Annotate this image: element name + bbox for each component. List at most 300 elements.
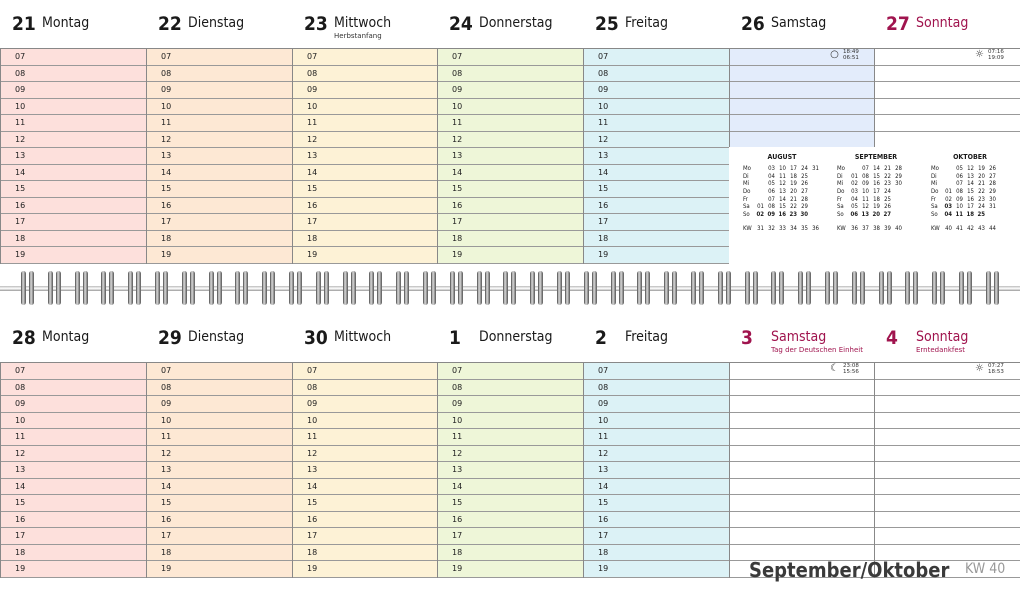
day-cell: 19 — [978, 165, 985, 172]
ring-loop — [297, 271, 302, 305]
hour-slot[interactable]: 11 — [1, 115, 146, 132]
weekday-label: Fr — [931, 195, 936, 203]
hour-slot[interactable]: 07 — [438, 49, 583, 66]
hour-slot[interactable]: 07 — [584, 49, 729, 66]
spiral-ring — [985, 271, 1001, 305]
hour-slot[interactable]: 08 — [438, 66, 583, 83]
day-cell: 21 — [790, 195, 797, 203]
hour-slot[interactable]: 11 — [147, 429, 292, 446]
day-cell: 24 — [978, 203, 985, 211]
weekend-lines-samstag — [729, 48, 875, 148]
day-cell: 30 — [895, 180, 902, 188]
spiral-ring — [20, 271, 36, 305]
day-cell: 09 — [767, 211, 775, 219]
hour-slot[interactable]: 10 — [438, 413, 583, 430]
hour-slot[interactable]: 10 — [1, 413, 146, 430]
mini-week-row — [729, 203, 825, 211]
day-cell: 24 — [801, 165, 808, 172]
hour-slot[interactable]: 17 — [438, 528, 583, 545]
ring-loop — [396, 271, 401, 305]
hour-slot[interactable]: 08 — [1, 380, 146, 397]
mini-week-row — [729, 188, 825, 196]
mini-calendar-september — [823, 153, 919, 233]
day-header-samstag[interactable] — [729, 0, 875, 48]
day-name: Freitag — [625, 329, 668, 345]
hour-slot[interactable]: 12 — [584, 446, 729, 463]
mini-week-row — [917, 203, 1013, 211]
hour-slot[interactable]: 11 — [293, 429, 438, 446]
write-line[interactable] — [730, 528, 875, 545]
sun-moon-times — [975, 49, 1004, 61]
hour-slot[interactable]: 07 — [293, 49, 438, 66]
spiral-ring — [851, 271, 867, 305]
hour-slot[interactable]: 12 — [438, 132, 583, 149]
hour-slot[interactable]: 13 — [293, 148, 438, 165]
hour-slot[interactable]: 19 — [584, 561, 729, 578]
write-line[interactable] — [875, 132, 1020, 149]
hour-slot[interactable]: 10 — [147, 413, 292, 430]
write-line[interactable] — [730, 66, 875, 83]
day-header-dienstag[interactable] — [146, 0, 292, 48]
time-b: 15:56 — [843, 369, 859, 375]
write-line[interactable] — [875, 512, 1020, 529]
hour-slot[interactable]: 19 — [1, 247, 146, 264]
write-line[interactable] — [730, 132, 875, 149]
hour-slot[interactable]: 10 — [293, 413, 438, 430]
hour-slot[interactable]: 11 — [584, 115, 729, 132]
hour-slot[interactable]: 19 — [293, 561, 438, 578]
hour-slot[interactable]: 19 — [293, 247, 438, 264]
hour-slot[interactable]: 18 — [147, 545, 292, 562]
hour-slot[interactable]: 09 — [293, 82, 438, 99]
hour-slot[interactable]: 18 — [293, 545, 438, 562]
write-line[interactable] — [730, 99, 875, 116]
mini-week-row — [823, 203, 919, 211]
hour-slot[interactable]: 17 — [293, 528, 438, 545]
day-name: Samstag — [771, 15, 827, 31]
hour-slot[interactable]: 19 — [438, 561, 583, 578]
hour-slot[interactable]: 12 — [1, 132, 146, 149]
hour-slot[interactable]: 09 — [293, 396, 438, 413]
day-cell: 29 — [989, 188, 996, 196]
hour-slot[interactable]: 16 — [438, 512, 583, 529]
hour-slot[interactable]: 18 — [293, 231, 438, 248]
spiral-ring — [74, 271, 90, 305]
spiral-ring — [824, 271, 840, 305]
day-cell: 26 — [989, 165, 996, 172]
hour-slot[interactable]: 11 — [438, 115, 583, 132]
hour-slot[interactable]: 15 — [1, 181, 146, 198]
ring-loop — [324, 271, 329, 305]
hour-slot[interactable]: 11 — [1, 429, 146, 446]
hour-slot[interactable]: 12 — [147, 446, 292, 463]
write-line[interactable] — [875, 380, 1020, 397]
spiral-ring — [261, 271, 277, 305]
day-cell: 13 — [967, 172, 974, 180]
ring-loop — [377, 271, 382, 305]
weekday-label: Sa — [931, 203, 938, 211]
hour-slot[interactable]: 09 — [147, 396, 292, 413]
day-number: 26 — [741, 13, 765, 35]
write-line[interactable] — [875, 462, 1020, 479]
ring-loop — [611, 271, 616, 305]
hour-slot[interactable]: 16 — [293, 512, 438, 529]
hour-slot[interactable]: 11 — [293, 115, 438, 132]
spiral-ring — [395, 271, 411, 305]
day-header-sonntag[interactable] — [874, 0, 1020, 48]
day-cell: 04 — [944, 211, 952, 219]
day-cell: 25 — [884, 195, 891, 203]
hour-column-mittwoch — [292, 362, 438, 578]
hour-slot[interactable]: 13 — [438, 462, 583, 479]
mini-calendars — [729, 147, 1020, 262]
hour-slot[interactable]: 07 — [1, 363, 146, 380]
hour-slot[interactable]: 17 — [584, 528, 729, 545]
write-line[interactable] — [730, 115, 875, 132]
hour-slot[interactable]: 16 — [584, 512, 729, 529]
day-cell: 23 — [789, 211, 797, 219]
write-line[interactable] — [730, 396, 875, 413]
hour-slot[interactable]: 08 — [438, 380, 583, 397]
hour-slot[interactable]: 17 — [1, 528, 146, 545]
hour-slot[interactable]: 13 — [584, 148, 729, 165]
day-cell: 02 — [945, 195, 952, 203]
hour-slot[interactable]: 16 — [1, 198, 146, 215]
write-line[interactable] — [875, 115, 1020, 132]
hour-slot[interactable]: 12 — [584, 132, 729, 149]
day-number: 28 — [12, 327, 36, 349]
hour-slot[interactable]: 17 — [147, 528, 292, 545]
mini-week-row — [917, 188, 1013, 196]
write-line[interactable] — [875, 429, 1020, 446]
hour-slot[interactable]: 10 — [584, 99, 729, 116]
day-name: Freitag — [625, 15, 668, 31]
weekend-lines-sonntag — [874, 48, 1020, 148]
hour-slot[interactable]: 16 — [438, 198, 583, 215]
day-cell — [753, 180, 764, 188]
day-name: Montag — [42, 329, 90, 345]
hour-slot[interactable]: 13 — [584, 462, 729, 479]
kw-label: KW — [743, 224, 752, 232]
weekday-label: So — [837, 211, 844, 219]
write-line[interactable] — [875, 413, 1020, 430]
day-header-sonntag[interactable] — [874, 314, 1020, 362]
spiral-ring — [931, 271, 947, 305]
weekend-lines-sonntag — [874, 362, 1020, 578]
write-line[interactable] — [875, 528, 1020, 545]
day-header-montag[interactable] — [0, 314, 146, 362]
hour-slot[interactable]: 10 — [147, 99, 292, 116]
hour-slot[interactable]: 19 — [438, 247, 583, 264]
hour-slot[interactable]: 11 — [584, 429, 729, 446]
hour-slot[interactable]: 07 — [293, 363, 438, 380]
hour-slot[interactable]: 08 — [584, 66, 729, 83]
hour-slot[interactable]: 16 — [147, 512, 292, 529]
hour-slot[interactable]: 13 — [1, 462, 146, 479]
ring-loop — [369, 271, 374, 305]
day-number: 4 — [886, 327, 898, 349]
write-line[interactable] — [875, 66, 1020, 83]
hour-slot[interactable]: 14 — [438, 479, 583, 496]
hour-slot[interactable]: 13 — [147, 462, 292, 479]
hour-slot[interactable]: 15 — [584, 181, 729, 198]
day-cell — [891, 188, 902, 196]
day-cell: 11 — [862, 195, 869, 203]
hour-slot[interactable]: 13 — [293, 462, 438, 479]
hour-slot[interactable]: 15 — [293, 181, 438, 198]
hour-slot[interactable]: 18 — [147, 231, 292, 248]
day-cell: 04 — [851, 195, 858, 203]
hour-slot[interactable]: 18 — [438, 545, 583, 562]
hour-slot[interactable]: 17 — [584, 214, 729, 231]
ring-loop — [860, 271, 865, 305]
day-header-donnerstag[interactable] — [437, 0, 583, 48]
ring-loop — [619, 271, 624, 305]
write-line[interactable] — [730, 462, 875, 479]
hour-slot[interactable]: 19 — [147, 561, 292, 578]
ring-loop — [485, 271, 490, 305]
hour-slot[interactable]: 08 — [293, 66, 438, 83]
day-cell: 28 — [895, 165, 902, 172]
ring-loop — [592, 271, 597, 305]
day-cell: 20 — [790, 188, 797, 196]
ring-loop — [691, 271, 696, 305]
day-cell: 01 — [757, 203, 764, 211]
hour-slot[interactable]: 12 — [1, 446, 146, 463]
hour-slot[interactable]: 18 — [438, 231, 583, 248]
hour-slot[interactable]: 15 — [438, 495, 583, 512]
write-line[interactable] — [730, 429, 875, 446]
hour-slot[interactable]: 12 — [293, 446, 438, 463]
hour-slot[interactable]: 07 — [147, 363, 292, 380]
hour-slot[interactable]: 09 — [438, 82, 583, 99]
hour-slot[interactable]: 14 — [293, 479, 438, 496]
day-name: Dienstag — [188, 15, 245, 31]
mini-week-row — [729, 173, 825, 181]
write-line[interactable] — [730, 380, 875, 397]
day-cell: 18 — [966, 211, 974, 219]
weekday-label: Mi — [837, 180, 844, 188]
write-line[interactable] — [730, 446, 875, 463]
ring-loop — [209, 271, 214, 305]
day-cell — [891, 203, 902, 211]
spiral-ring — [690, 271, 706, 305]
day-cell: 30 — [989, 195, 996, 203]
hour-slot[interactable]: 13 — [438, 148, 583, 165]
hour-slot[interactable]: 08 — [293, 380, 438, 397]
mini-kw-row — [729, 225, 825, 233]
spiral-binding — [0, 262, 1020, 314]
time-a: 07:16 — [988, 49, 1004, 55]
hour-slot[interactable]: 10 — [293, 99, 438, 116]
mini-week-row — [917, 196, 1013, 204]
day-header-dienstag[interactable] — [146, 314, 292, 362]
day-cell: 15 — [967, 188, 974, 196]
day-cell: 26 — [801, 180, 808, 188]
day-number: 27 — [886, 13, 910, 35]
spiral-ring — [47, 271, 63, 305]
ring-loop — [718, 271, 723, 305]
write-line[interactable] — [875, 99, 1020, 116]
day-number: 30 — [304, 327, 328, 349]
day-name: Mittwoch — [334, 15, 392, 31]
day-cell: 05 — [851, 203, 858, 211]
hour-slot[interactable]: 14 — [584, 479, 729, 496]
ring-loop — [664, 271, 669, 305]
hour-slot[interactable]: 17 — [147, 214, 292, 231]
full-moon-icon: ○ — [830, 49, 839, 60]
weekday-label: Mi — [931, 180, 938, 188]
sun-moon-times — [830, 363, 859, 375]
day-number: 22 — [158, 13, 182, 35]
day-cell — [753, 188, 764, 196]
hour-slot[interactable]: 14 — [584, 165, 729, 182]
hour-slot[interactable]: 14 — [147, 165, 292, 182]
hour-slot[interactable]: 08 — [147, 66, 292, 83]
day-cell — [941, 165, 952, 173]
day-cell: 03 — [851, 188, 858, 196]
day-cell: 23 — [884, 180, 891, 188]
day-cell: 29 — [895, 172, 902, 180]
hour-slot[interactable]: 09 — [584, 396, 729, 413]
write-line[interactable] — [730, 82, 875, 99]
hour-slot[interactable]: 08 — [584, 380, 729, 397]
hour-slot[interactable]: 07 — [438, 363, 583, 380]
hour-column-montag — [0, 362, 146, 578]
hour-slot[interactable]: 15 — [147, 495, 292, 512]
spiral-ring — [636, 271, 652, 305]
day-cell: 20 — [978, 172, 985, 180]
hour-slot[interactable]: 17 — [293, 214, 438, 231]
day-header-donnerstag[interactable] — [437, 314, 583, 362]
hour-slot[interactable]: 18 — [1, 231, 146, 248]
hour-slot[interactable]: 07 — [1, 49, 146, 66]
hour-slot[interactable]: 08 — [147, 380, 292, 397]
hour-slot[interactable]: 12 — [293, 132, 438, 149]
hour-slot[interactable]: 13 — [1, 148, 146, 165]
day-cell: 02 — [756, 211, 764, 219]
hour-slot[interactable]: 10 — [1, 99, 146, 116]
hour-slot[interactable]: 16 — [584, 198, 729, 215]
hour-slot[interactable]: 14 — [147, 479, 292, 496]
day-name: Dienstag — [188, 329, 245, 345]
hour-slot[interactable]: 16 — [1, 512, 146, 529]
day-cell: 07 — [956, 180, 963, 188]
hour-slot[interactable]: 09 — [1, 82, 146, 99]
hour-slot[interactable]: 18 — [1, 545, 146, 562]
hour-slot[interactable]: 19 — [1, 561, 146, 578]
write-line[interactable] — [730, 495, 875, 512]
day-header-freitag[interactable] — [583, 0, 729, 48]
spiral-ring — [288, 271, 304, 305]
hour-slot[interactable]: 08 — [1, 66, 146, 83]
hour-slot[interactable]: 09 — [1, 396, 146, 413]
day-header-montag[interactable] — [0, 0, 146, 48]
mini-kw-row — [823, 225, 919, 233]
hour-slot[interactable]: 15 — [147, 181, 292, 198]
day-header-freitag[interactable] — [583, 314, 729, 362]
hour-slot[interactable]: 07 — [147, 49, 292, 66]
hour-slot[interactable]: 19 — [147, 247, 292, 264]
hour-slot[interactable]: 17 — [1, 214, 146, 231]
hour-slot[interactable]: 07 — [584, 363, 729, 380]
hour-slot[interactable]: 19 — [584, 247, 729, 264]
day-header-mittwoch[interactable] — [292, 0, 438, 48]
holiday-note: Tag der Deutschen Einheit — [771, 346, 863, 354]
ring-loop — [458, 271, 463, 305]
hour-slot[interactable]: 15 — [584, 495, 729, 512]
ring-loop — [825, 271, 830, 305]
spiral-ring — [529, 271, 545, 305]
hour-slot[interactable]: 14 — [293, 165, 438, 182]
hour-slot[interactable]: 10 — [438, 99, 583, 116]
ring-loop — [343, 271, 348, 305]
hour-slot[interactable]: 16 — [147, 198, 292, 215]
hour-slot[interactable]: 10 — [584, 413, 729, 430]
hour-slot[interactable]: 14 — [1, 479, 146, 496]
ring-loop — [182, 271, 187, 305]
write-line[interactable] — [875, 396, 1020, 413]
day-cell: 15 — [779, 203, 786, 211]
day-cell: 08 — [768, 203, 775, 211]
day-name: Donnerstag — [479, 329, 553, 345]
hour-slot[interactable]: 12 — [438, 446, 583, 463]
hour-slot[interactable]: 18 — [584, 545, 729, 562]
hour-slot[interactable]: 15 — [438, 181, 583, 198]
sun-icon: ☼ — [975, 49, 984, 60]
day-cell: 19 — [790, 180, 797, 188]
ring-loop — [557, 271, 562, 305]
hour-slot[interactable]: 11 — [438, 429, 583, 446]
spiral-ring — [449, 271, 465, 305]
hour-slot[interactable]: 15 — [1, 495, 146, 512]
write-line[interactable] — [875, 479, 1020, 496]
hour-slot[interactable]: 17 — [438, 214, 583, 231]
day-cell — [891, 196, 902, 204]
ring-loop — [672, 271, 677, 305]
hour-slot[interactable]: 18 — [584, 231, 729, 248]
kw-cell: 35 — [801, 224, 808, 232]
write-line[interactable] — [875, 446, 1020, 463]
ring-loop — [511, 271, 516, 305]
day-header-mittwoch[interactable] — [292, 314, 438, 362]
write-line[interactable] — [875, 82, 1020, 99]
ring-loop — [404, 271, 409, 305]
holiday-note: Herbstanfang — [334, 32, 382, 40]
ring-loop — [289, 271, 294, 305]
hour-slot[interactable]: 13 — [147, 148, 292, 165]
hour-column-mittwoch — [292, 48, 438, 264]
hour-column-dienstag — [146, 362, 292, 578]
mini-week-row — [823, 165, 919, 173]
hour-slot[interactable]: 09 — [147, 82, 292, 99]
ring-loop — [779, 271, 784, 305]
write-line[interactable] — [875, 495, 1020, 512]
write-line[interactable] — [730, 413, 875, 430]
write-line[interactable] — [730, 512, 875, 529]
hour-slot[interactable]: 14 — [1, 165, 146, 182]
hour-slot[interactable]: 09 — [584, 82, 729, 99]
hour-slot[interactable]: 16 — [293, 198, 438, 215]
hour-slot[interactable]: 11 — [147, 115, 292, 132]
write-line[interactable] — [730, 479, 875, 496]
hour-slot[interactable]: 09 — [438, 396, 583, 413]
hour-slot[interactable]: 15 — [293, 495, 438, 512]
mini-calendar-august — [729, 153, 825, 233]
day-header-samstag[interactable] — [729, 314, 875, 362]
hour-slot[interactable]: 14 — [438, 165, 583, 182]
hour-slot[interactable]: 12 — [147, 132, 292, 149]
